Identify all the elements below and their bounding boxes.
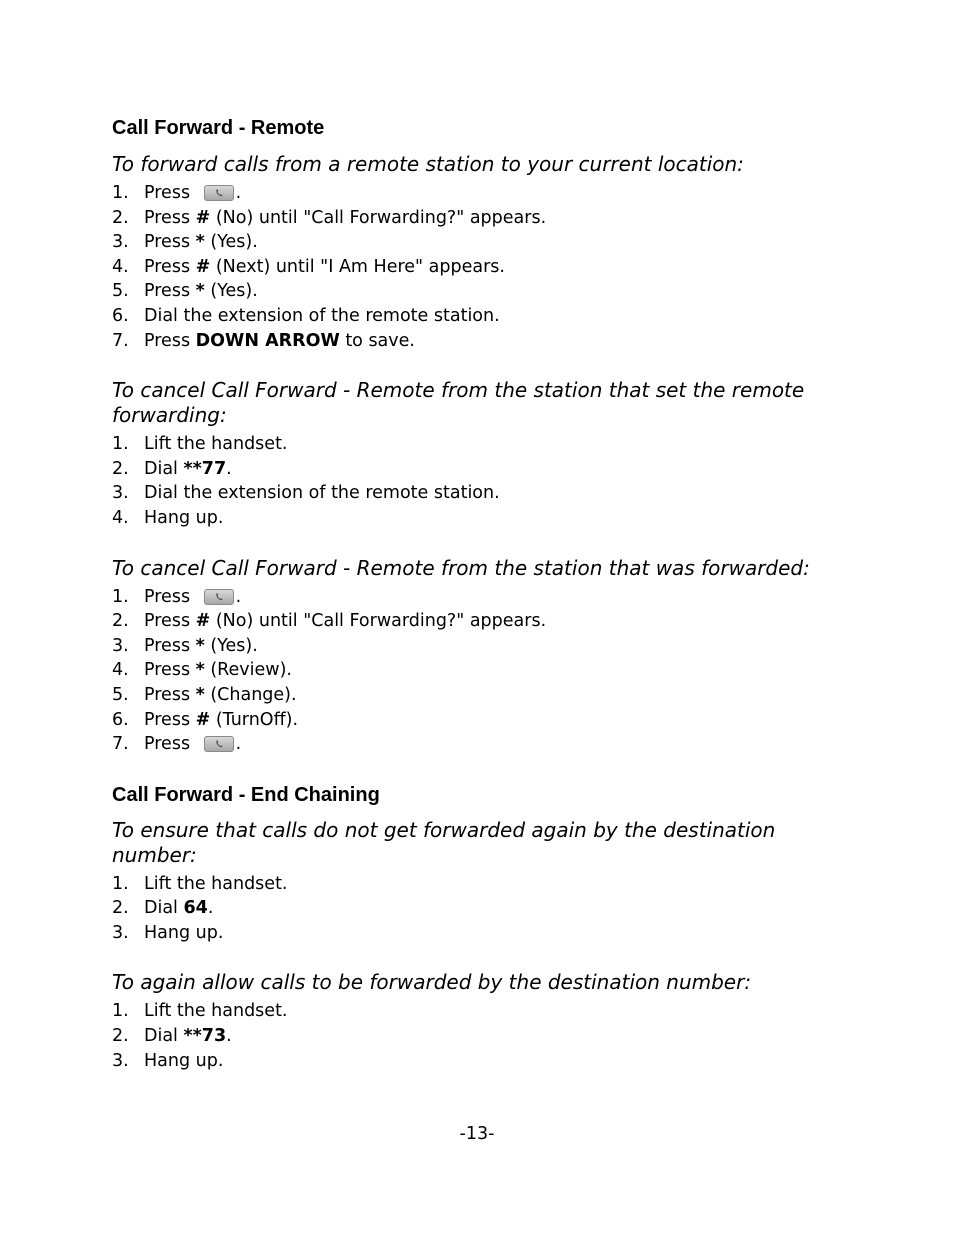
step-number: 3. [112,635,129,656]
intro-end-chaining: To ensure that calls do not get forwarded again by the destination number: [112,817,776,867]
intro-forward-remote: To forward calls from a remote station to your current location: [112,152,744,176]
list-item [112,329,852,354]
step-text: Dial the extension of the remote station. [144,483,500,504]
step-number: 4. [112,256,129,277]
step-number: 7. [112,734,129,755]
step-text: Press [144,232,196,253]
step-text: Press [144,709,196,730]
step-text: Dial the extension of the remote station. [144,305,500,326]
list-item [112,708,852,733]
step-text: Press [144,281,196,302]
step-text: Dial [144,898,184,919]
step-text: Press [144,660,196,681]
section-heading-call-forward-remote: Call Forward - Remote [112,117,325,139]
step-text: . [207,898,214,919]
list-item [112,896,852,921]
list-item [112,481,852,506]
document-page [112,112,852,1073]
list-item [112,230,852,255]
step-number: 2. [112,1026,129,1047]
step-text: Press [144,586,196,607]
list-item [112,255,852,280]
step-number: 2. [112,207,129,228]
step-number: 3. [112,1050,129,1071]
page-number: -13- [459,1124,495,1144]
step-text: Press [144,734,196,755]
step-text: (Change). [204,684,297,705]
step-text: Dial [144,1026,184,1047]
step-text: Hang up. [144,507,224,528]
step-number: 1. [112,183,129,203]
step-text: (No) until "Call Forwarding?" appears. [210,611,547,632]
step-text: . [235,734,242,755]
step-text: Dial [144,458,184,479]
key-label: **73 [183,1026,227,1047]
key-label: * [195,232,205,253]
key-label: # [195,709,211,730]
step-number: 1. [112,586,129,607]
step-number: 3. [112,922,129,943]
steps-forward-remote [112,181,852,353]
list-item [112,609,852,634]
step-text: Press [144,330,196,351]
key-label: DOWN ARROW [195,330,340,351]
step-text: (Yes). [204,635,258,656]
list-item [112,634,852,659]
list-item [112,921,852,946]
step-number: 3. [112,483,129,504]
key-label: * [195,635,205,656]
step-text: Press [144,207,196,228]
list-item [112,732,852,757]
list-item [112,585,852,610]
list-item [112,206,852,231]
step-text: . [235,183,242,203]
steps-cancel-from-forwarded [112,585,852,757]
phone-key-icon [204,589,234,605]
phone-key-icon [204,185,234,201]
key-label: * [195,660,205,681]
step-text: . [226,458,232,479]
list-item [112,279,852,304]
step-text: Press [144,183,196,203]
list-item [112,658,852,683]
intro-cancel-from-forwarded: To cancel Call Forward - Remote from the station that was forwarded: [112,555,810,580]
step-text: Press [144,256,196,277]
step-number: 2. [112,458,129,479]
steps-end-chaining [112,872,852,946]
step-number: 4. [112,660,129,681]
step-text: Lift the handset. [144,873,288,894]
list-item [112,506,852,531]
list-item [112,432,852,457]
step-number: 7. [112,330,129,351]
step-number: 2. [112,611,129,632]
steps-cancel-from-setter [112,432,852,530]
step-text: (Review). [204,660,292,681]
list-item [112,181,852,206]
step-number: 2. [112,898,129,919]
intro-allow-forwarding: To again allow calls to be forwarded by the destination number: [112,970,752,995]
step-text: Hang up. [144,1050,224,1071]
key-label: 64 [183,898,208,919]
step-number: 4. [112,507,129,528]
key-label: **77 [183,458,227,479]
step-text: Press [144,684,196,705]
list-item [112,999,852,1024]
step-text: Hang up. [144,922,224,943]
step-text: Press [144,635,196,656]
step-text: . [226,1026,232,1047]
list-item [112,872,852,897]
key-label: # [195,207,211,228]
step-text: to save. [339,330,415,351]
step-number: 3. [112,232,129,253]
step-number: 6. [112,305,129,326]
step-text: (No) until "Call Forwarding?" appears. [210,207,547,228]
key-label: * [195,281,205,302]
phone-key-icon [204,736,234,752]
step-text: . [235,586,242,607]
list-item [112,457,852,482]
list-item [112,1049,852,1074]
intro-cancel-from-setter: To cancel Call Forward - Remote from the station that set the remote forwarding: [112,378,805,428]
step-number: 1. [112,1001,129,1022]
step-number: 5. [112,281,129,302]
step-number: 1. [112,434,129,455]
step-number: 5. [112,684,129,705]
list-item [112,1024,852,1049]
step-text: (Yes). [204,232,258,253]
step-text: Lift the handset. [144,1001,288,1022]
step-number: 1. [112,873,129,894]
list-item [112,683,852,708]
section-heading-end-chaining: Call Forward - End Chaining [112,783,380,806]
step-text: Press [144,611,196,632]
step-text: (TurnOff). [210,709,299,730]
steps-allow-forwarding [112,999,852,1073]
key-label: # [195,611,211,632]
list-item [112,304,852,329]
step-text: (Next) until "I Am Here" appears. [210,256,505,277]
step-text: (Yes). [204,281,258,302]
key-label: # [195,256,211,277]
key-label: * [195,684,205,705]
step-number: 6. [112,709,129,730]
step-text: Lift the handset. [144,434,288,455]
